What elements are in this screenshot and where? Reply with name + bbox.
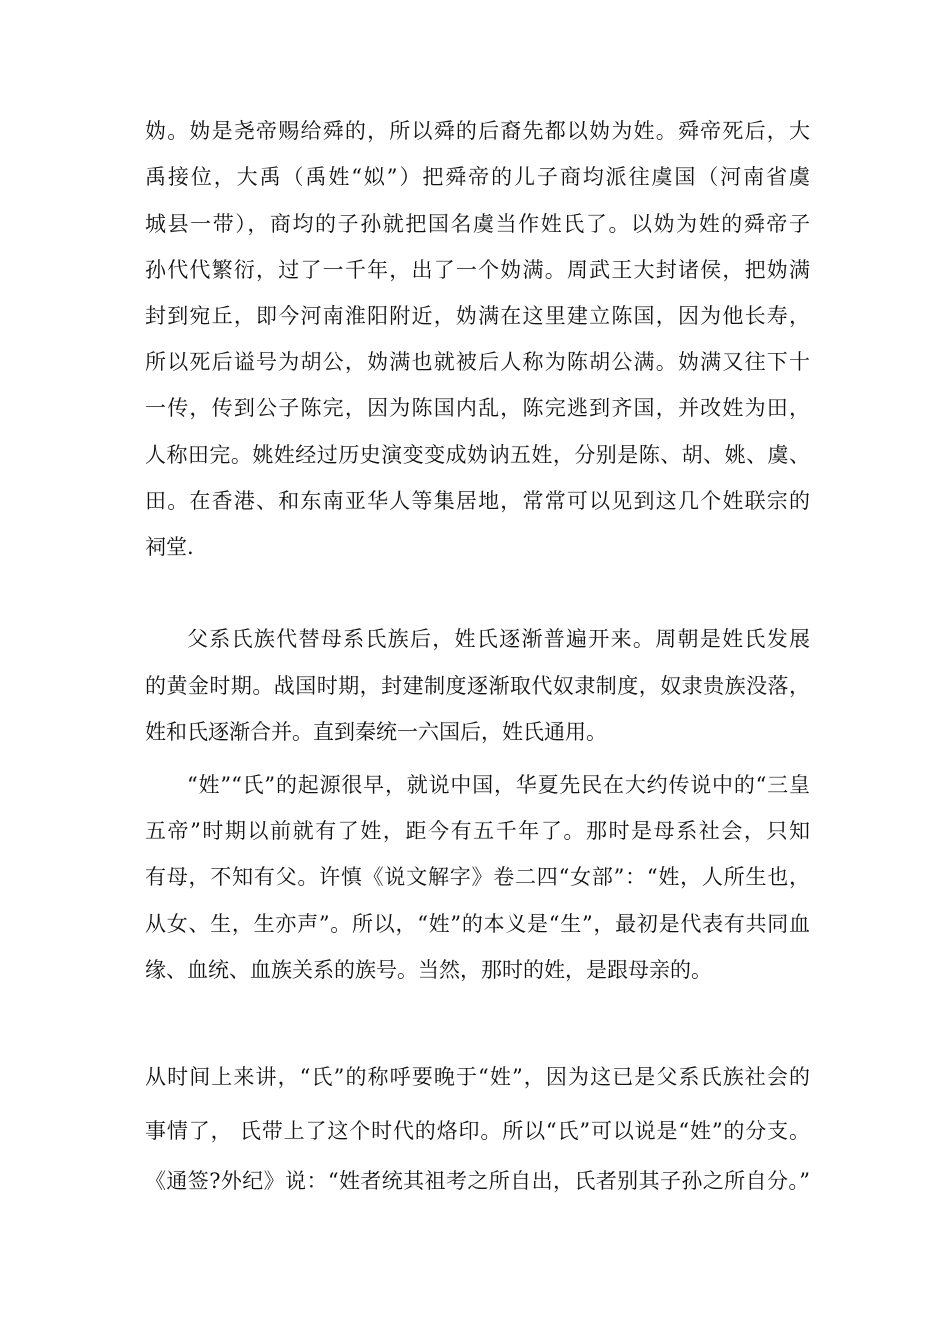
text-line: 的黄金时期。战国时期，封建制度逐渐取代奴隶制度，奴隶贵族没落， [145, 674, 810, 698]
text-line: 一传，传到公子陈完，因为陈国内乱，陈完逃到齐国，并改姓为田， [145, 396, 810, 420]
text-line: 禹接位，大禹（禹姓“姒”）把舜帝的儿子商均派往虞国（河南省虞 [145, 165, 810, 189]
text-line: 缘、血统、血族关系的族号。当然，那时的姓，是跟母亲的。 [145, 958, 712, 982]
text-line: 妫。妫是尧帝赐给舜的，所以舜的后裔先都以妫为姓。舜帝死后，大 [145, 119, 810, 143]
text-line: 从女、生，生亦声”。所以，“姓”的本义是“生”，最初是代表有共同血 [145, 912, 810, 936]
text-line: 五帝”时期以前就有了姓，距今有五千年了。那时是母系社会，只知 [145, 819, 810, 843]
text-line: 父系氏族代替母系氏族后，姓氏逐渐普遍开来。周朝是姓氏发展 [187, 627, 810, 651]
text-line: 田。在香港、和东南亚华人等集居地，常常可以见到这几个姓联宗的 [145, 489, 810, 513]
text-line: 事情了， 氏带上了这个时代的烙印。所以“氏”可以说是“姓”的分支。 [145, 1119, 810, 1143]
text-line: 人称田完。姚姓经过历史演变变成妫讷五姓，分别是陈、胡、姚、虞、 [145, 443, 810, 467]
text-line: 城县一带），商均的子孙就把国名虞当作姓氏了。以妫为姓的舜帝子 [145, 212, 810, 236]
text-line: 孙代代繁衍，过了一千年，出了一个妫满。周武王大封诸侯，把妫满 [145, 258, 810, 282]
text-line: 封到宛丘，即今河南淮阳附近，妫满在这里建立陈国，因为他长寿， [145, 304, 810, 328]
text-line: 有母，不知有父。许慎《说文解字》卷二四“女部”：“姓，人所生也， [145, 865, 810, 889]
text-line: 所以死后谥号为胡公，妫满也就被后人称为陈胡公满。妫满又往下十 [145, 350, 810, 374]
text-line: “姓”“氏”的起源很早，就说中国，华夏先民在大约传说中的“三皇 [187, 773, 810, 797]
text-line: 祠堂. [145, 535, 194, 559]
text-line: 姓和氏逐渐合并。直到秦统一六国后，姓氏通用。 [145, 720, 607, 744]
text-line: 《通签?外纪》说：“姓者统其祖考之所自出，氏者别其子孙之所自分。” [145, 1169, 810, 1193]
text-line: 从时间上来讲，“氏”的称呼要晚于“姓”，因为这已是父系氏族社会的 [145, 1065, 810, 1089]
